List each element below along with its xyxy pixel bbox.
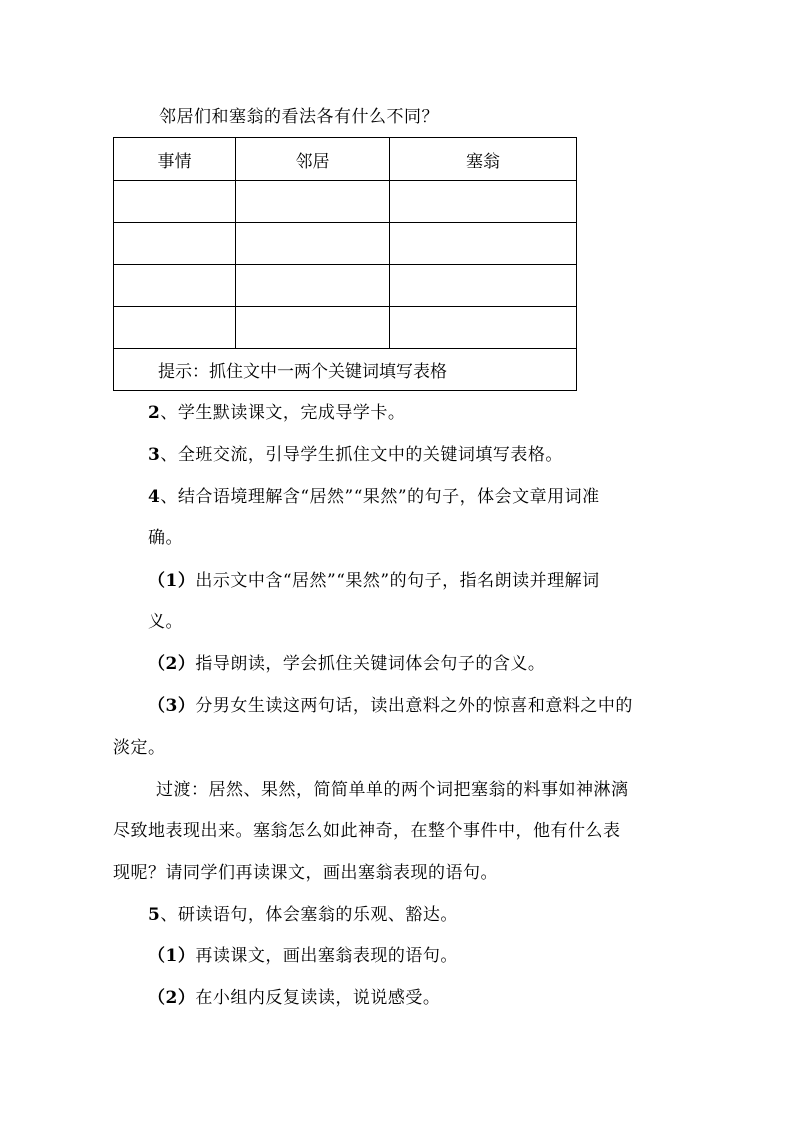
step-5 [148, 905, 458, 925]
step-text: 、全班交流，引导学生抓住文中的关键词填写表格。 [160, 445, 563, 465]
sub-item-1 [148, 571, 600, 591]
table-hint: 提示：抓住文中一两个关键词填写表格 [114, 349, 577, 391]
step-5-item-2 [148, 988, 440, 1008]
sub-item-text: 分男女生读这两句话，读出意料之外的惊喜和意料之中的 [195, 696, 633, 716]
sub-item-number: （3） [148, 696, 196, 716]
table-row [114, 223, 577, 265]
sub-item-number: （2） [148, 654, 196, 674]
step-text: 、结合语境理解含“居然”“果然”的句子，体会文章用词准 [160, 487, 600, 507]
transition-line-3: 现呢？请同学们再读课文，画出塞翁表现的语句。 [113, 863, 498, 883]
sub-item-1-continuation: 义。 [148, 612, 183, 632]
sub-item-2 [148, 654, 545, 674]
table-cell [390, 307, 577, 349]
step-text: 、研读语句，体会塞翁的乐观、豁达。 [160, 905, 458, 925]
step-text: 、学生默读课文，完成导学卡。 [160, 403, 406, 423]
sub-item-number: （2） [148, 988, 196, 1008]
step-2 [148, 403, 405, 423]
step-3 [148, 445, 563, 465]
sub-item-number: （1） [148, 571, 196, 591]
step-number: 2 [148, 403, 161, 423]
transition-line-1: 过渡：居然、果然，简简单单的两个词把塞翁的料事如神淋漓 [156, 780, 629, 800]
step-number: 4 [148, 487, 161, 507]
header-cell: 事情 [114, 138, 236, 181]
transition-line-2: 尽致地表现出来。塞翁怎么如此神奇，在整个事件中，他有什么表 [113, 821, 621, 841]
sub-item-3 [148, 696, 633, 716]
step-number: 3 [148, 445, 161, 465]
table-cell [236, 223, 390, 265]
table-row [114, 181, 577, 223]
step-4-continuation: 确。 [148, 528, 183, 548]
table-cell [390, 223, 577, 265]
sub-item-text: 再读课文，画出塞翁表现的语句。 [195, 946, 458, 966]
header-cell: 邻居 [236, 138, 390, 181]
step-5-item-1 [148, 946, 458, 966]
sub-item-text: 指导朗读，学会抓住关键词体会句子的含义。 [195, 654, 546, 674]
table-header-row [114, 138, 577, 181]
table-cell [114, 307, 236, 349]
table-cell [236, 307, 390, 349]
table-cell [236, 181, 390, 223]
sub-item-number: （1） [148, 946, 196, 966]
table-cell [114, 223, 236, 265]
question-text: 邻居们和塞翁的看法各有什么不同？ [159, 107, 439, 127]
table-row [114, 307, 577, 349]
header-cell: 塞翁 [390, 138, 577, 181]
table-cell [236, 265, 390, 307]
table-cell [390, 265, 577, 307]
table-hint-row [114, 349, 577, 391]
step-4 [148, 487, 600, 507]
table-cell [114, 265, 236, 307]
step-number: 5 [148, 905, 161, 925]
sub-item-text: 出示文中含“居然”“果然”的句子，指名朗读并理解词 [195, 571, 600, 591]
table-row [114, 265, 577, 307]
comparison-table [113, 137, 577, 391]
sub-item-text: 在小组内反复读读，说说感受。 [195, 988, 441, 1008]
table-cell [114, 181, 236, 223]
sub-item-3-continuation: 淡定。 [113, 738, 166, 758]
table-cell [390, 181, 577, 223]
